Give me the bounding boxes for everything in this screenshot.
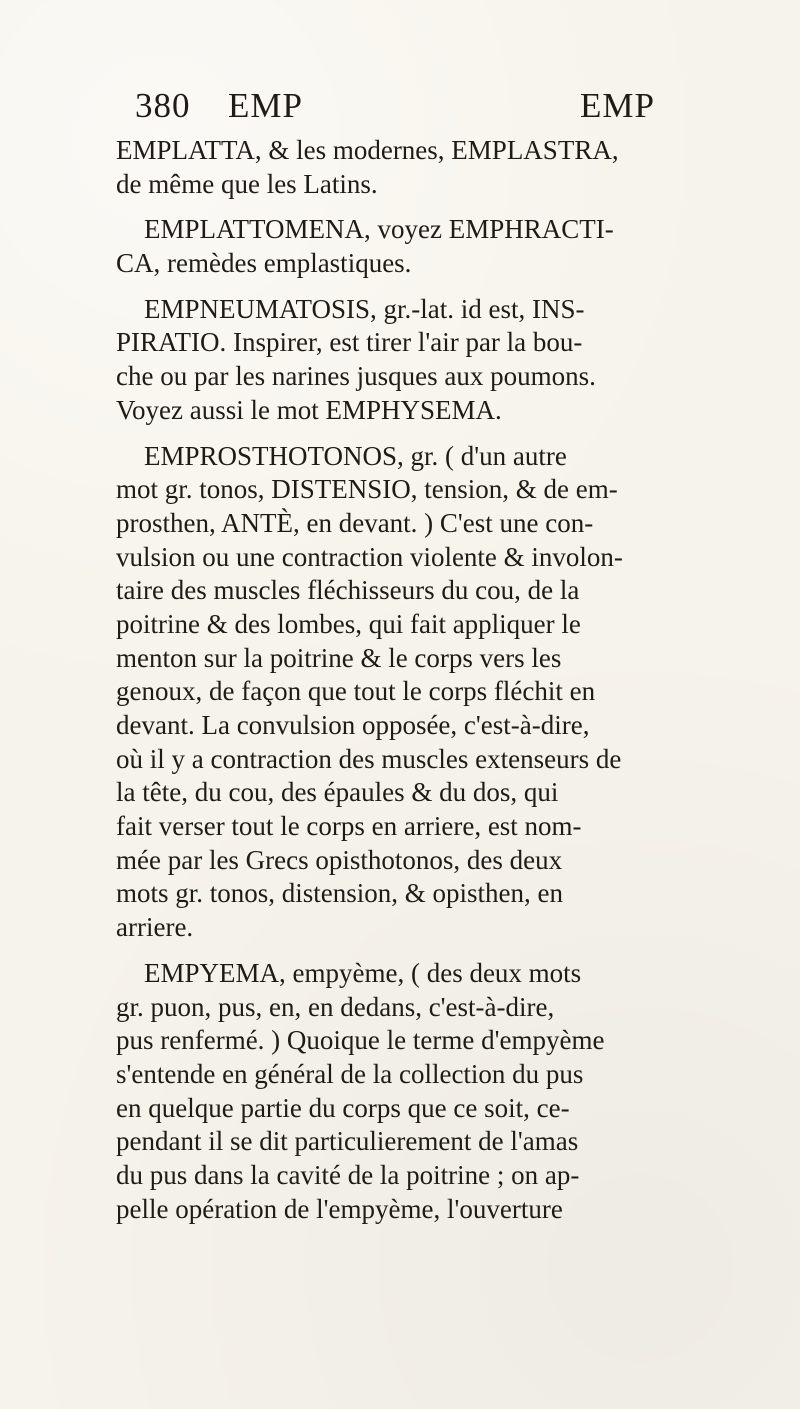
line-30: du pus dans la cavité de la poitrine ; on ap- — [116, 1159, 580, 1190]
line-25: gr. puon, pus, en, en dedans, c'est-à-dire, — [116, 991, 555, 1022]
line-3: EMPLATTOMENA, voyez EMPHRACTI- — [144, 214, 614, 245]
line-8: Voyez aussi le mot EMPHYSEMA. — [116, 394, 502, 425]
line-18: où il y a contraction des muscles extenseurs de — [116, 743, 622, 774]
line-16: genoux, de façon que tout le corps fléchit en — [116, 676, 596, 707]
line-4: CA, remèdes emplastiques. — [116, 248, 412, 279]
line-9: EMPROSTHOTONOS, gr. ( d'un autre — [144, 440, 567, 471]
running-head-right: EMP — [580, 86, 655, 125]
line-1: EMPLATTA, & les modernes, EMPLASTRA, — [116, 135, 619, 165]
line-17: devant. La convulsion opposée, c'est-à-dire, — [116, 710, 590, 740]
line-11: prosthen, ANTÈ, en devant. ) C'est une con- — [116, 507, 594, 538]
line-21: mée par les Grecs opisthotonos, des deux — [116, 844, 563, 875]
line-2: de même que les Latins. — [116, 168, 378, 199]
line-7: che ou par les narines jusques aux poumons. — [116, 361, 596, 392]
line-5: EMPNEUMATOSIS, gr.-lat. id est, INS- — [144, 293, 585, 324]
line-27: s'entende en général de la collection du pus — [116, 1058, 584, 1089]
running-head-left: EMP — [228, 86, 303, 125]
line-28: en quelque partie du corps que ce soit, ce- — [116, 1092, 570, 1123]
line-15: menton sur la poitrine & le corps vers les — [116, 642, 562, 673]
line-24: EMPYEMA, empyème, ( des deux mots — [144, 957, 582, 988]
line-29: pendant il se dit particulierement de l'amas — [116, 1126, 579, 1157]
running-header — [135, 86, 655, 132]
page-number: 380 — [135, 86, 191, 125]
line-12: vulsion ou une contraction violente & involon- — [116, 541, 623, 572]
line-19: la tête, du cou, des épaules & du dos, qui — [116, 777, 559, 808]
body-text — [116, 134, 792, 1226]
line-20: fait verser tout le corps en arriere, est nom- — [116, 811, 582, 842]
line-6: PIRATIO. Inspirer, est tirer l'air par la bou- — [116, 327, 583, 358]
line-10: mot gr. tonos, DISTENSIO, tension, & de em- — [116, 474, 618, 505]
line-23: arriere. — [116, 912, 194, 943]
line-31: pelle opération de l'empyème, l'ouverture — [116, 1193, 563, 1224]
line-13: taire des muscles fléchisseurs du cou, de la — [116, 575, 580, 606]
line-26: pus renfermé. ) Quoique le terme d'empyème — [116, 1025, 605, 1056]
line-14: poitrine & des lombes, qui fait appliquer le — [116, 608, 581, 639]
line-22: mots gr. tonos, distension, & opisthen, en — [116, 878, 564, 909]
